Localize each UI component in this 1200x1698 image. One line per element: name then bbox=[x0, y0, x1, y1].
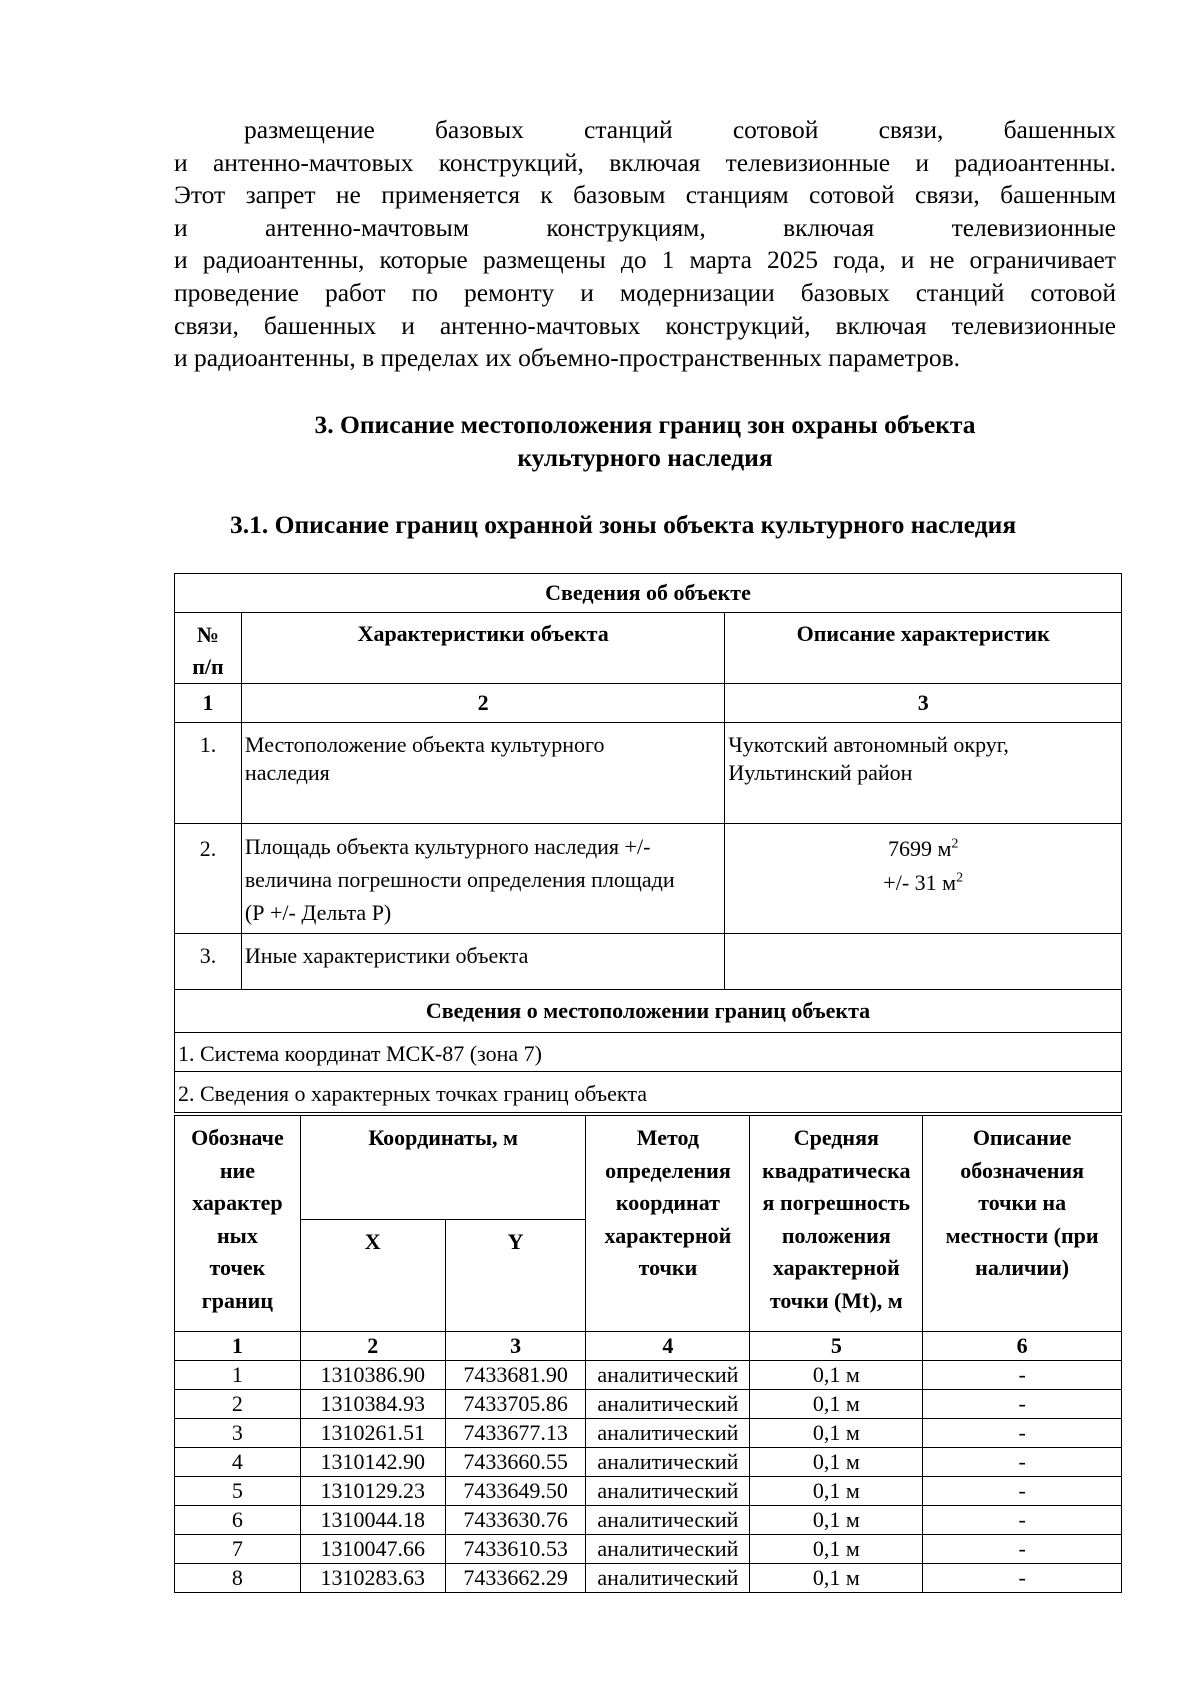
header-description: Описание обозначения точки на местности (при наличии) bbox=[923, 1116, 1122, 1332]
point-method: аналитический bbox=[586, 1564, 750, 1593]
row-characteristic: Иные характеристики объекта bbox=[241, 934, 724, 990]
point-number: 4 bbox=[175, 1448, 301, 1477]
point-x: 1310386.90 bbox=[300, 1361, 445, 1390]
area-error: +/- 31 $м^2$ bbox=[883, 870, 964, 895]
point-description: - bbox=[923, 1564, 1122, 1593]
table-row bbox=[175, 1535, 1122, 1564]
point-number: 8 bbox=[175, 1564, 301, 1593]
point-description: - bbox=[923, 1361, 1122, 1390]
point-error: 0,1 м bbox=[750, 1390, 923, 1419]
table-row bbox=[175, 1506, 1122, 1535]
intro-line: и антенно-мачтовым конструкциям, включая телевизионные bbox=[174, 212, 1116, 242]
point-description: - bbox=[923, 1535, 1122, 1564]
row-characteristic bbox=[241, 723, 724, 824]
point-description: - bbox=[923, 1419, 1122, 1448]
point-y: 7433660.55 bbox=[445, 1448, 586, 1477]
area-value: 7699 $м^2$ bbox=[887, 836, 959, 861]
point-method: аналитический bbox=[586, 1390, 750, 1419]
col-index: 6 bbox=[923, 1332, 1122, 1361]
point-error: 0,1 м bbox=[750, 1477, 923, 1506]
row-number: 2. bbox=[175, 824, 242, 934]
col-desc-header: Описание характеристик bbox=[725, 613, 1122, 684]
text-line: Площадь объекта культурного наследия +/- bbox=[244, 834, 651, 859]
point-number: 2 bbox=[175, 1390, 301, 1419]
col-index: 3 bbox=[725, 684, 1122, 723]
point-method: аналитический bbox=[586, 1506, 750, 1535]
table-row bbox=[175, 1477, 1122, 1506]
point-error: 0,1 м bbox=[750, 1506, 923, 1535]
row-description bbox=[725, 934, 1122, 990]
point-method: аналитический bbox=[586, 1419, 750, 1448]
text-line: величина погрешности определения площади bbox=[244, 867, 675, 892]
point-method: аналитический bbox=[586, 1361, 750, 1390]
table-row bbox=[175, 824, 1122, 934]
coordinate-system: 1. Система координат МСК-87 (зона 7) bbox=[175, 1033, 1122, 1072]
col-char-header: Характеристики объекта bbox=[241, 613, 724, 684]
point-y: 7433662.29 bbox=[445, 1564, 586, 1593]
col-index: 3 bbox=[445, 1332, 586, 1361]
point-x: 1310283.63 bbox=[300, 1564, 445, 1593]
point-x: 1310261.51 bbox=[300, 1419, 445, 1448]
intro-line: проведение работ по ремонту и модернизации базовых станций сотовой bbox=[174, 277, 1116, 307]
boundary-points-table bbox=[174, 1115, 1122, 1593]
text-line: наследия bbox=[244, 760, 330, 785]
point-number: 6 bbox=[175, 1506, 301, 1535]
table-row bbox=[175, 1419, 1122, 1448]
section3-title-line1: 3. Описание местоположения границ зон охраны объекта bbox=[314, 410, 976, 439]
row-number: 1. bbox=[175, 723, 242, 824]
col-num-header bbox=[175, 613, 242, 684]
table-row bbox=[175, 934, 1122, 990]
header-coordinates: Координаты, м bbox=[300, 1116, 586, 1220]
point-y: 7433610.53 bbox=[445, 1535, 586, 1564]
col-index: 4 bbox=[586, 1332, 750, 1361]
point-y: 7433677.13 bbox=[445, 1419, 586, 1448]
table-row bbox=[175, 1390, 1122, 1419]
header-error: Средняя квадратическа я погрешность положения характерной точки (Mt), м bbox=[750, 1116, 923, 1332]
point-x: 1310129.23 bbox=[300, 1477, 445, 1506]
header-designation: Обозначе ние характер ных точек границ bbox=[175, 1116, 301, 1332]
col-num-symbol: № bbox=[196, 622, 220, 647]
text-line: Местоположение объекта культурного bbox=[244, 732, 605, 757]
point-error: 0,1 м bbox=[750, 1448, 923, 1477]
header-y: Y bbox=[445, 1220, 586, 1332]
table-row bbox=[175, 1448, 1122, 1477]
point-x: 1310044.18 bbox=[300, 1506, 445, 1535]
col-index: 2 bbox=[241, 684, 724, 723]
intro-paragraph bbox=[174, 114, 1116, 375]
point-method: аналитический bbox=[586, 1535, 750, 1564]
intro-line: и антенно-мачтовых конструкций, включая телевизионные и радиоантенны. bbox=[174, 147, 1116, 177]
point-number: 1 bbox=[175, 1361, 301, 1390]
intro-line: и радиоантенны, которые размещены до 1 марта 2025 года, и не ограничивает bbox=[174, 245, 1116, 275]
point-number: 3 bbox=[175, 1419, 301, 1448]
col-index: 5 bbox=[750, 1332, 923, 1361]
point-x: 1310142.90 bbox=[300, 1448, 445, 1477]
col-num-abbr: п/п bbox=[192, 654, 224, 679]
section3-title-line2: культурного наследия bbox=[517, 443, 773, 472]
section31-title: 3.1. Описание границ охранной зоны объекта культурного наследия bbox=[230, 510, 1017, 539]
object-info-table bbox=[174, 573, 1122, 1113]
point-y: 7433681.90 bbox=[445, 1361, 586, 1390]
point-x: 1310047.66 bbox=[300, 1535, 445, 1564]
row-description bbox=[725, 723, 1122, 824]
point-y: 7433649.50 bbox=[445, 1477, 586, 1506]
table-row bbox=[175, 1564, 1122, 1593]
text-line: Чукотский автономный округ, bbox=[728, 732, 1009, 757]
intro-line: Этот запрет не применяется к базовым станциям сотовой связи, башенным bbox=[174, 180, 1116, 210]
row-number: 3. bbox=[175, 934, 242, 990]
point-error: 0,1 м bbox=[750, 1564, 923, 1593]
point-error: 0,1 м bbox=[750, 1419, 923, 1448]
point-description: - bbox=[923, 1506, 1122, 1535]
text-line: Иультинский район bbox=[728, 760, 913, 785]
intro-line: размещение базовых станций сотовой связи, башенных bbox=[244, 115, 1116, 144]
point-description: - bbox=[923, 1390, 1122, 1419]
text-line: (Р +/- Дельта Р) bbox=[244, 900, 392, 925]
point-y: 7433705.86 bbox=[445, 1390, 586, 1419]
table-row bbox=[175, 723, 1122, 824]
point-method: аналитический bbox=[586, 1477, 750, 1506]
point-description: - bbox=[923, 1448, 1122, 1477]
intro-line: связи, башенных и антенно-мачтовых конструкций, включая телевизионные bbox=[174, 310, 1116, 340]
point-description: - bbox=[923, 1477, 1122, 1506]
col-index: 2 bbox=[300, 1332, 445, 1361]
object-info-caption: Сведения об объекте bbox=[175, 574, 1122, 613]
points-caption: 2. Сведения о характерных точках границ объекта bbox=[175, 1072, 1122, 1113]
point-error: 0,1 м bbox=[750, 1535, 923, 1564]
header-x: X bbox=[300, 1220, 445, 1332]
point-error: 0,1 м bbox=[750, 1361, 923, 1390]
point-method: аналитический bbox=[586, 1448, 750, 1477]
point-y: 7433630.76 bbox=[445, 1506, 586, 1535]
point-number: 5 bbox=[175, 1477, 301, 1506]
table-row bbox=[175, 1361, 1122, 1390]
point-x: 1310384.93 bbox=[300, 1390, 445, 1419]
location-caption: Сведения о местоположении границ объекта bbox=[175, 990, 1122, 1033]
area-value-cell bbox=[725, 824, 1122, 934]
intro-line: и радиоантенны, в пределах их объемно-пространственных параметров. bbox=[174, 343, 961, 373]
point-number: 7 bbox=[175, 1535, 301, 1564]
col-index: 1 bbox=[175, 684, 242, 723]
row-characteristic bbox=[241, 824, 724, 934]
header-method: Метод определения координат характерной точки bbox=[586, 1116, 750, 1332]
col-index: 1 bbox=[175, 1332, 301, 1361]
